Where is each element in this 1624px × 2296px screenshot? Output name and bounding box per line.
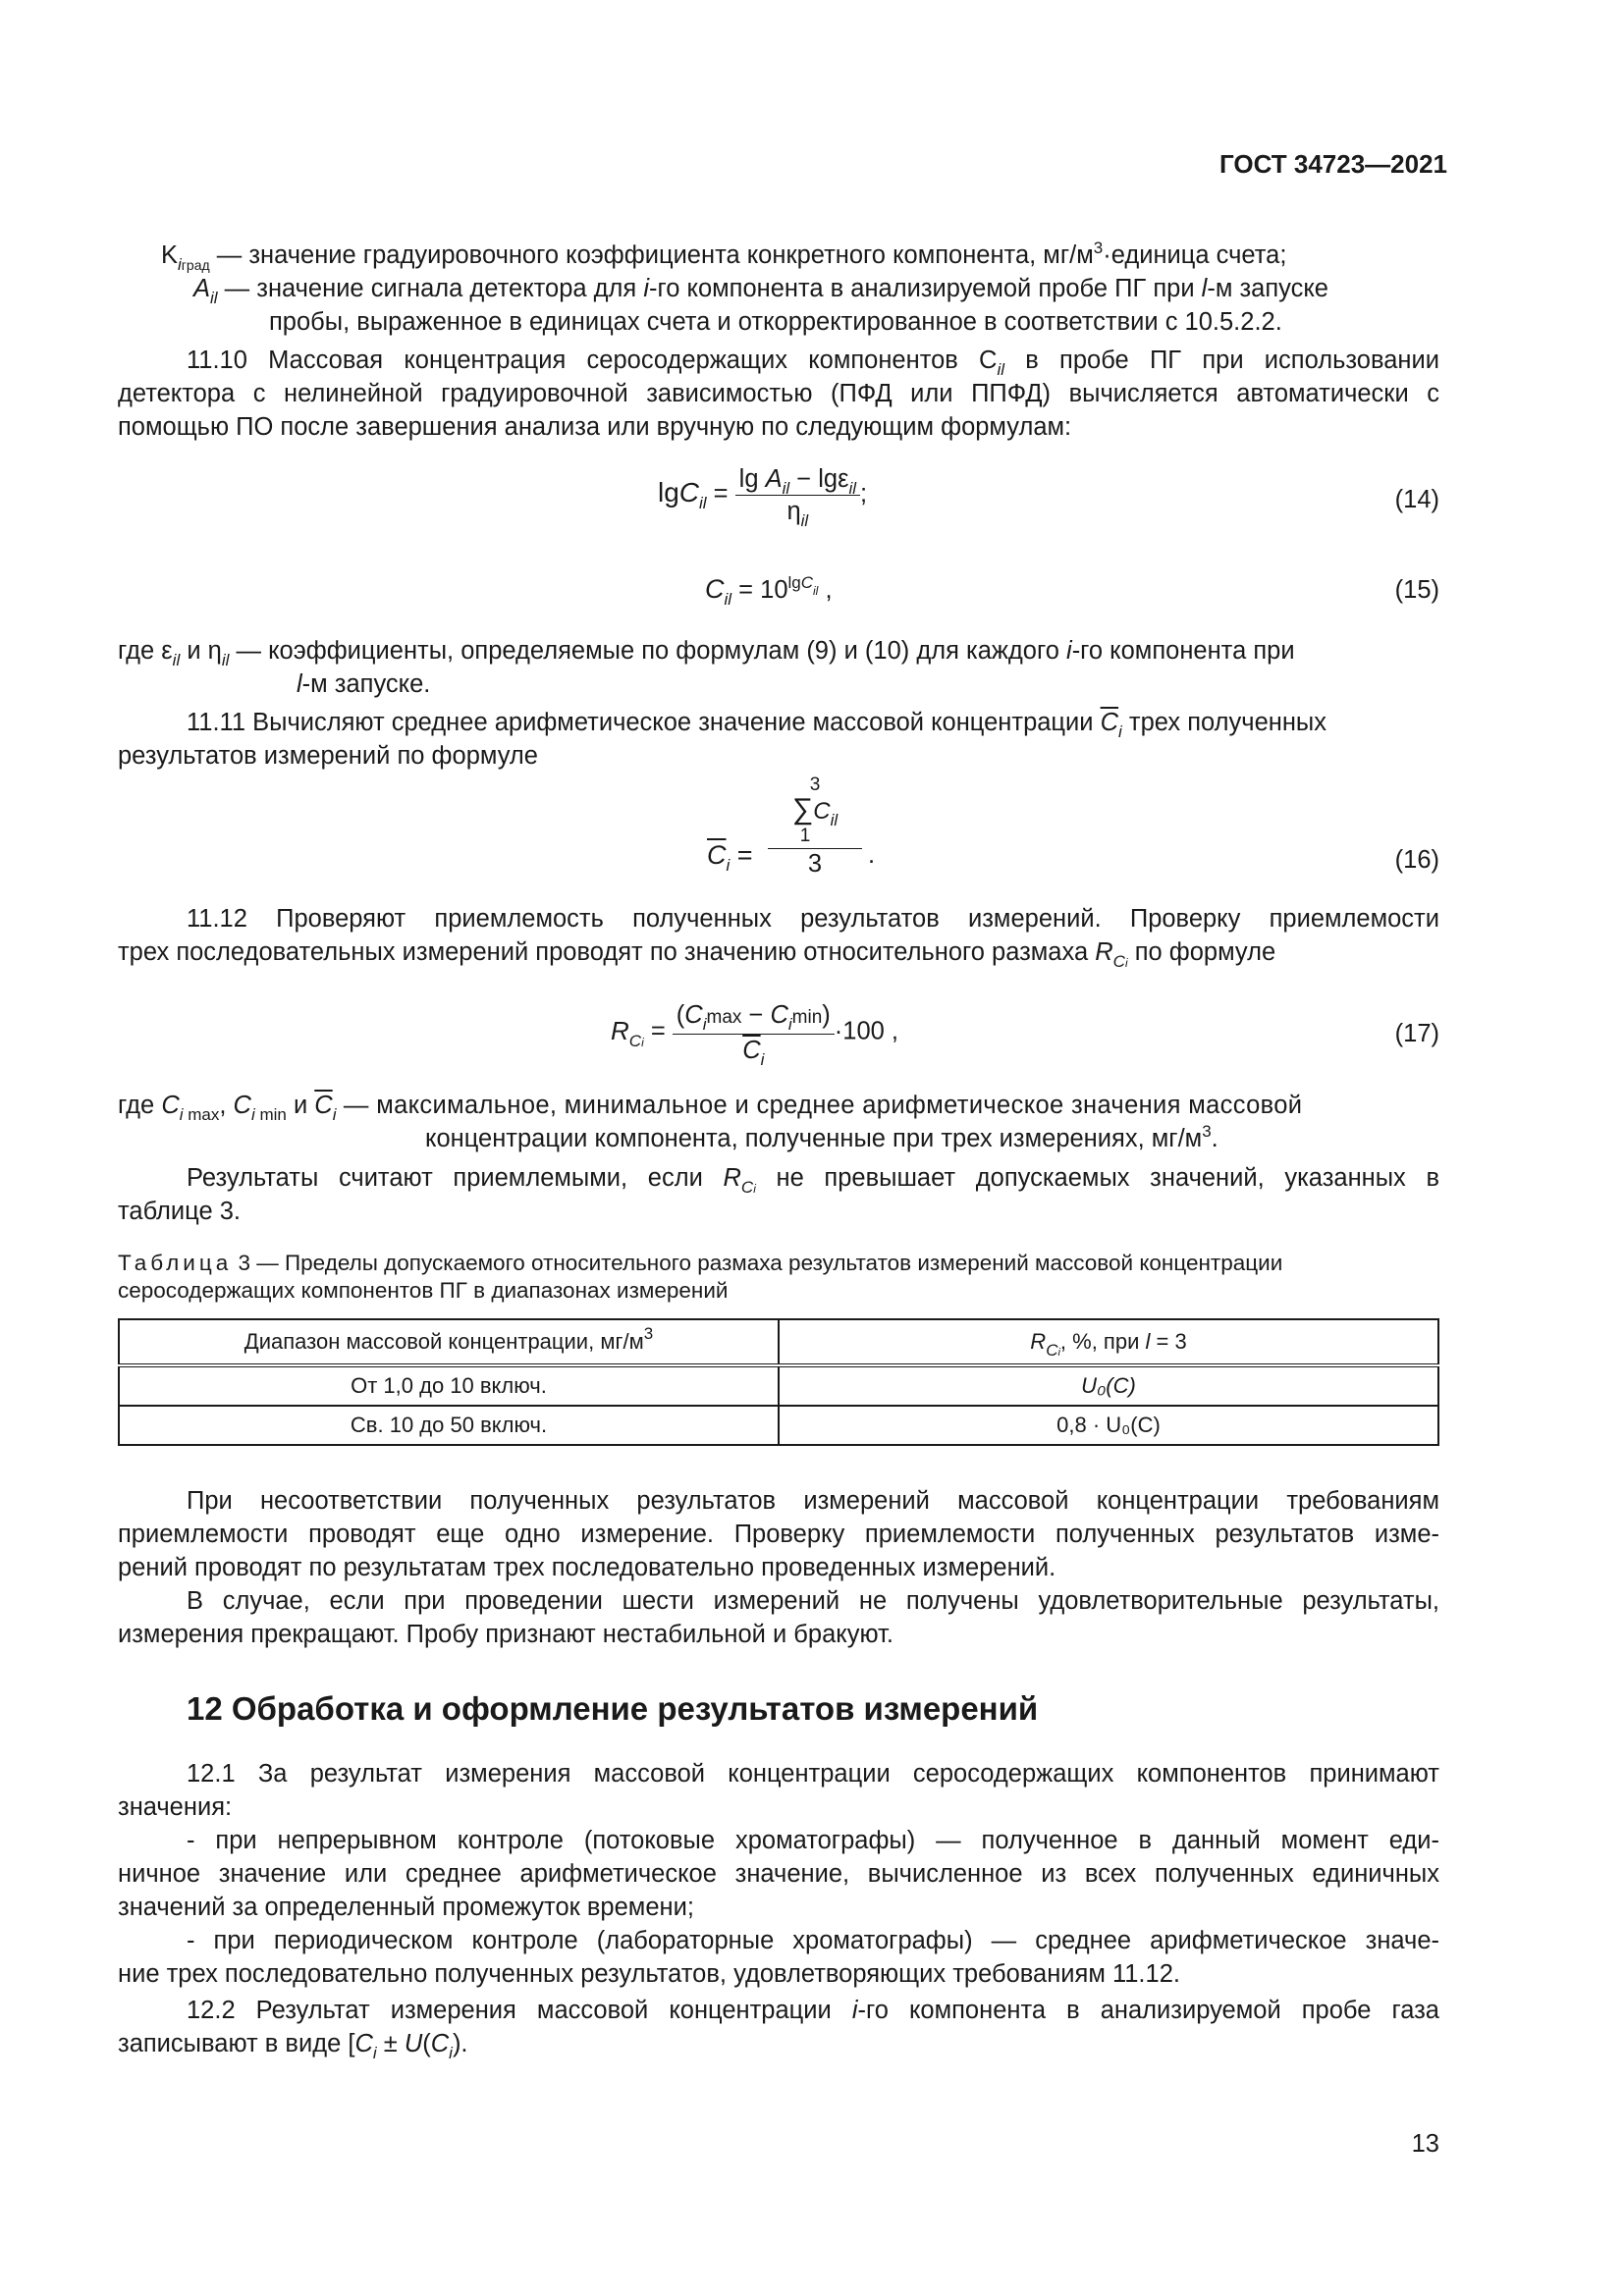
table-cell-value: 0,8 · U₀(C): [779, 1406, 1438, 1445]
formula-15: $C_{il} = 10^{lgC_{il}}$ ,: [705, 573, 833, 609]
formula-17: $R_{Ci}$ = $\frac{(C_i\max - C_i\min)}{\overline{C}_i}$ ·100 ,: [611, 1001, 899, 1069]
paragraph-11-10-line2: детектора с нелинейной градуировочной зависимостью (ПФД или ППФД) вычисляется автоматически с: [118, 380, 1439, 407]
paragraph-11-12-line2: трех последовательных измерений проводят по значению относительного размаха $R_{Ci}$ по формуле: [118, 938, 1276, 971]
paragraph-11-10-line3: помощью ПО после завершения анализа или вручную по следующим формулам:: [118, 413, 1072, 441]
bullet-1-line3: значений за определенный промежуток времени;: [118, 1894, 694, 1921]
formula-14-number: (14): [1394, 486, 1439, 513]
document-header: ГОСТ 34723—2021: [1219, 149, 1447, 179]
paragraph-mismatch-line1: При несоответствии полученных результатов измерений массовой концентрации требованиям: [187, 1487, 1439, 1515]
paragraph-11-12-line1: 11.12 Проверяют приемлемость полученных результатов измерений. Проверку приемлемости: [187, 905, 1439, 933]
bullet-2-line2: ние трех последовательно полученных результатов, удовлетворяющих требованиям 11.12.: [118, 1960, 1180, 1988]
table-header-range: Диапазон массовой концентрации, $мг/м^3$: [119, 1319, 779, 1365]
page-number: 13: [1411, 2130, 1439, 2158]
table-3-caption-line1: Таблица 3 — Пределы допускаемого относительного размаха результатов измерений массовой концентрации: [118, 1251, 1283, 1275]
formula-14: lgC$_{il}$ = $\frac{\lg A_{il} - \lg\varepsilon_{il}}{\eta_{il}}$ ;: [658, 465, 868, 530]
table-header-rci: $R_{Ci}$, %, при l = 3: [779, 1319, 1438, 1365]
bullet-1-line2: ничное значение или среднее арифметическое значение, вычисленное из всех полученных единичных: [118, 1860, 1439, 1888]
table-3: [118, 1318, 1439, 1446]
definition-k: $K_{iград}$ — значение градуировочного коэффициента конкретного компонента, $мг/м^3\cdot единица$ счета;: [161, 239, 1287, 274]
definition-a-cont: пробы, выраженное в единицах счета и откорректированное в соответствии с 10.5.2.2.: [269, 308, 1282, 336]
paragraph-11-10-line1: 11.10 Массовая концентрация серосодержащих компонентов $C_{il}$ в пробе ПГ при использовании: [187, 347, 1439, 379]
paragraph-11-11-line1: 11.11 Вычисляют среднее арифметическое значение массовой концентрации $\overline{C}_i$ трех полученных: [187, 709, 1326, 741]
paragraph-accept-line2: таблице 3.: [118, 1198, 242, 1225]
table-cell-range: От 1,0 до 10 включ.: [119, 1365, 779, 1406]
formula-16-number: (16): [1394, 846, 1439, 874]
paragraph-12-1-line1: 12.1 За результат измерения массовой концентрации серосодержащих компонентов принимают: [187, 1760, 1439, 1788]
paragraph-mismatch-line3: рений проводят по результатам трех последовательно проведенных измерений.: [118, 1554, 1056, 1581]
definition-a: $A_{il}$ — значение сигнала детектора для i-го компонента в анализируемой пробе ПГ при l-м запуске: [193, 275, 1328, 307]
paragraph-12-2-line1: 12.2 Результат измерения массовой концентрации i-го компонента в анализируемой пробе газа: [187, 1997, 1439, 2024]
paragraph-accept-line1: Результаты считают приемлемыми, если $R_{Ci}$ не превышает допускаемых значений, указанных в: [187, 1164, 1439, 1197]
where-eps-line2: l-м запуске.: [297, 670, 431, 698]
paragraph-12-2-line2: записывают в виде [$C_i \pm U(C_i)$.: [118, 2030, 468, 2062]
bullet-1-line1: - при непрерывном контроле (потоковые хроматографы) — полученное в данный момент еди-: [187, 1827, 1439, 1854]
where-c-line2: концентрации компонента, полученные при трех измерениях, $мг/м^3$.: [425, 1122, 1218, 1152]
table-3-caption-line2: серосодержащих компонентов ПГ в диапазонах измерений: [118, 1278, 729, 1303]
table-header-row: [119, 1319, 1438, 1365]
table-cell-value: U₀(C): [779, 1365, 1438, 1406]
paragraph-11-11-line2: результатов измерений по формуле: [118, 742, 538, 770]
bullet-2-line1: - при периодическом контроле (лабораторные хроматографы) — среднее арифметическое значе-: [187, 1927, 1439, 1954]
paragraph-12-1-line2: значения:: [118, 1793, 233, 1821]
formula-15-number: (15): [1394, 576, 1439, 604]
where-eps-line1: где $\varepsilon_{il}$ и $\eta_{il}$ — коэффициенты, определяемые по формулам (9) и (10) для каждого i-го компонента при: [118, 637, 1295, 669]
paragraph-six-line1: В случае, если при проведении шести измерений не получены удовлетворительные результаты,: [187, 1587, 1439, 1615]
section-12-title: 12 Обработка и оформление результатов измерений: [187, 1690, 1039, 1727]
where-c-line1: где $C_i$ $_{max}$, $C_i$ $_{min}$ и $\overline{C}_i$ — максимальное, минимальное и среднее арифметическое значения массовой: [118, 1092, 1303, 1124]
paragraph-mismatch-line2: приемлемости проводят еще одно измерение. Проверку приемлемости полученных результатов изме-: [118, 1521, 1439, 1548]
table-cell-range: Св. 10 до 50 включ.: [119, 1406, 779, 1445]
paragraph-six-line2: измерения прекращают. Пробу признают нестабильной и бракуют.: [118, 1621, 893, 1648]
formula-17-number: (17): [1394, 1020, 1439, 1047]
table-row: [119, 1406, 1438, 1445]
table-row: [119, 1365, 1438, 1406]
